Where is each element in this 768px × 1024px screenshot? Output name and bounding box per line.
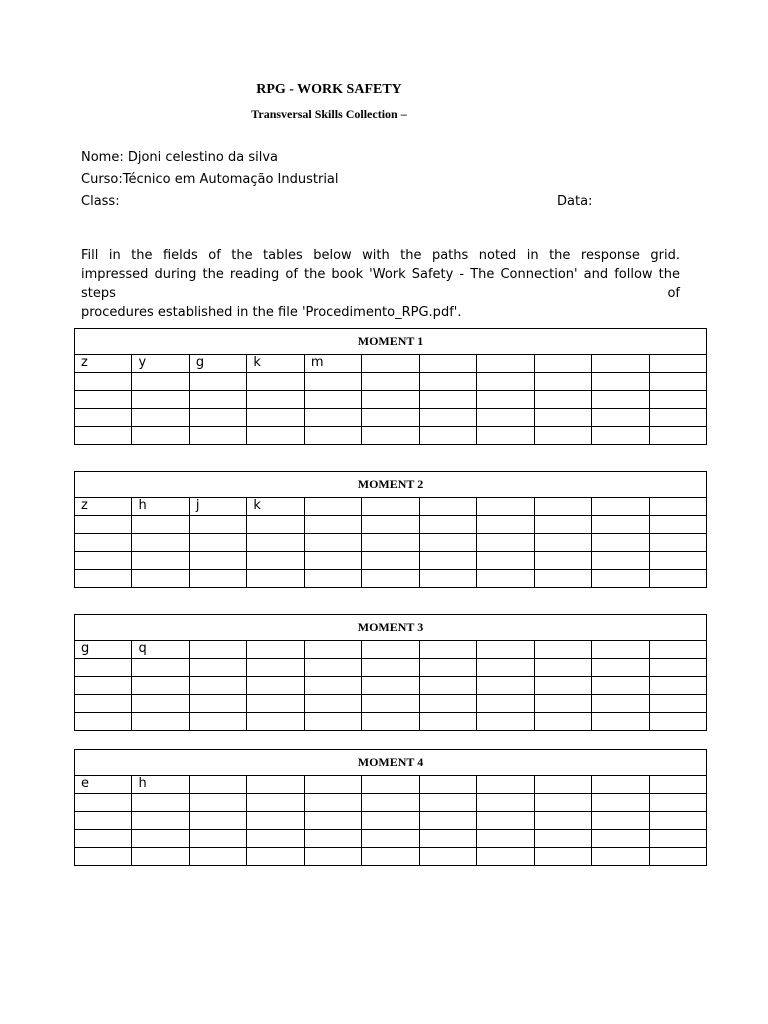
- grid-row: [75, 695, 707, 713]
- grid-cell: [75, 373, 132, 391]
- grid-cell: [477, 677, 534, 695]
- grid-cell: [534, 812, 591, 830]
- grid-cell: [477, 830, 534, 848]
- grid-cell: [534, 498, 591, 516]
- grid-cell: [592, 776, 649, 794]
- grid-cell: [362, 427, 419, 445]
- grid-cell: [534, 570, 591, 588]
- moment-title: MOMENT 4: [75, 750, 707, 776]
- grid-cell: [132, 677, 189, 695]
- instructions-line-1: Fill in the fields of the tables below with the paths noted in the response grid.: [81, 248, 680, 263]
- grid-cell: [75, 516, 132, 534]
- grid-cell: [189, 427, 246, 445]
- grid-cell: [75, 570, 132, 588]
- grid-row: [75, 534, 707, 552]
- grid-cell: [304, 552, 361, 570]
- grid-row: [75, 373, 707, 391]
- grid-cell: [304, 373, 361, 391]
- grid-cell: [189, 516, 246, 534]
- grid-cell: [419, 848, 476, 866]
- grid-cell: [419, 659, 476, 677]
- grid-entry: e: [75, 776, 132, 794]
- grid-cell: [247, 713, 304, 731]
- grid-cell: [649, 677, 706, 695]
- grid-cell: [649, 848, 706, 866]
- grid-entry: h: [132, 776, 189, 794]
- grid-cell: [419, 427, 476, 445]
- grid-cell: [247, 641, 304, 659]
- grid-cell: [304, 534, 361, 552]
- grid-row: [75, 427, 707, 445]
- grid-cell: [132, 391, 189, 409]
- grid-row: [75, 641, 707, 659]
- grid-cell: [304, 695, 361, 713]
- grid-entry: j: [189, 498, 246, 516]
- grid-cell: [419, 534, 476, 552]
- grid-cell: [592, 516, 649, 534]
- grid-cell: [419, 373, 476, 391]
- grid-cell: [75, 552, 132, 570]
- grid-cell: [534, 552, 591, 570]
- grid-row: [75, 713, 707, 731]
- grid-cell: [132, 794, 189, 812]
- grid-cell: [362, 570, 419, 588]
- grid-cell: [304, 677, 361, 695]
- grid-cell: [649, 355, 706, 373]
- grid-cell: [649, 713, 706, 731]
- grid-cell: [304, 659, 361, 677]
- grid-cell: [304, 776, 361, 794]
- grid-cell: [304, 830, 361, 848]
- grid-entry: y: [132, 355, 189, 373]
- grid-cell: [477, 498, 534, 516]
- grid-cell: [477, 516, 534, 534]
- grid-cell: [132, 570, 189, 588]
- grid-cell: [649, 552, 706, 570]
- grid-cell: [592, 830, 649, 848]
- grid-row: [75, 776, 707, 794]
- grid-cell: [189, 695, 246, 713]
- grid-cell: [419, 355, 476, 373]
- grid-row: [75, 355, 707, 373]
- grid-cell: [477, 659, 534, 677]
- grid-cell: [189, 830, 246, 848]
- grid-cell: [649, 570, 706, 588]
- grid-cell: [132, 695, 189, 713]
- moment-table-2: [74, 471, 707, 588]
- grid-cell: [75, 848, 132, 866]
- grid-cell: [247, 695, 304, 713]
- grid-cell: [592, 794, 649, 812]
- grid-cell: [362, 659, 419, 677]
- grid-cell: [304, 498, 361, 516]
- grid-cell: [477, 812, 534, 830]
- grid-cell: [592, 570, 649, 588]
- data-field: Data:: [557, 194, 593, 209]
- grid-cell: [75, 830, 132, 848]
- grid-cell: [419, 552, 476, 570]
- grid-cell: [534, 713, 591, 731]
- grid-entry: k: [247, 355, 304, 373]
- grid-cell: [247, 552, 304, 570]
- grid-cell: [75, 391, 132, 409]
- grid-cell: [362, 812, 419, 830]
- grid-cell: [534, 641, 591, 659]
- grid-cell: [362, 391, 419, 409]
- grid-cell: [592, 534, 649, 552]
- grid-cell: [419, 794, 476, 812]
- grid-cell: [247, 534, 304, 552]
- moment-title: MOMENT 2: [75, 472, 707, 498]
- grid-cell: [189, 812, 246, 830]
- grid-cell: [247, 659, 304, 677]
- grid-cell: [75, 677, 132, 695]
- grid-cell: [419, 713, 476, 731]
- grid-row: [75, 659, 707, 677]
- instructions-line-3: procedures established in the file 'Procedimento_RPG.pdf'.: [81, 305, 462, 320]
- grid-cell: [189, 677, 246, 695]
- grid-cell: [534, 695, 591, 713]
- grid-cell: [649, 659, 706, 677]
- grid-cell: [304, 794, 361, 812]
- grid-cell: [592, 848, 649, 866]
- grid-cell: [304, 812, 361, 830]
- document-title: RPG - WORK SAFETY: [256, 82, 402, 97]
- grid-cell: [132, 409, 189, 427]
- instructions-line-2: impressed during the reading of the book 'Work Safety - The Connection' and follow the steps of: [81, 267, 680, 301]
- grid-cell: [362, 498, 419, 516]
- grid-cell: [75, 812, 132, 830]
- grid-cell: [419, 677, 476, 695]
- grid-row: [75, 498, 707, 516]
- moment-title: MOMENT 1: [75, 329, 707, 355]
- grid-row: [75, 677, 707, 695]
- grid-cell: [189, 373, 246, 391]
- grid-cell: [362, 830, 419, 848]
- grid-cell: [419, 391, 476, 409]
- moment-table-4: [74, 749, 707, 866]
- grid-cell: [189, 776, 246, 794]
- grid-cell: [247, 776, 304, 794]
- grid-cell: [477, 391, 534, 409]
- grid-cell: [592, 498, 649, 516]
- grid-cell: [534, 427, 591, 445]
- grid-cell: [534, 373, 591, 391]
- grid-cell: [592, 695, 649, 713]
- grid-cell: [649, 498, 706, 516]
- grid-cell: [592, 677, 649, 695]
- grid-cell: [477, 409, 534, 427]
- grid-cell: [649, 409, 706, 427]
- grid-cell: [534, 391, 591, 409]
- grid-cell: [592, 373, 649, 391]
- grid-cell: [592, 409, 649, 427]
- grid-row: [75, 812, 707, 830]
- grid-cell: [477, 794, 534, 812]
- grid-cell: [649, 427, 706, 445]
- grid-cell: [592, 391, 649, 409]
- moment-table-1: [74, 328, 707, 445]
- grid-cell: [649, 534, 706, 552]
- grid-cell: [534, 794, 591, 812]
- document-subtitle: Transversal Skills Collection –: [251, 107, 407, 121]
- grid-cell: [419, 641, 476, 659]
- grid-entry: k: [247, 498, 304, 516]
- grid-cell: [649, 516, 706, 534]
- instructions: [81, 246, 680, 322]
- grid-cell: [477, 641, 534, 659]
- grid-cell: [419, 498, 476, 516]
- grid-cell: [362, 794, 419, 812]
- grid-row: [75, 552, 707, 570]
- grid-cell: [189, 794, 246, 812]
- grid-cell: [419, 516, 476, 534]
- grid-cell: [304, 570, 361, 588]
- grid-cell: [419, 409, 476, 427]
- grid-cell: [304, 427, 361, 445]
- grid-cell: [247, 409, 304, 427]
- grid-entry: z: [75, 498, 132, 516]
- grid-cell: [649, 830, 706, 848]
- grid-cell: [132, 812, 189, 830]
- grid-cell: [534, 677, 591, 695]
- grid-cell: [419, 776, 476, 794]
- grid-cell: [247, 570, 304, 588]
- grid-cell: [477, 695, 534, 713]
- grid-cell: [189, 641, 246, 659]
- grid-cell: [247, 794, 304, 812]
- grid-cell: [649, 812, 706, 830]
- grid-entry: m: [304, 355, 361, 373]
- grid-cell: [534, 830, 591, 848]
- class-field: Class:: [81, 194, 120, 209]
- grid-cell: [189, 391, 246, 409]
- grid-cell: [247, 373, 304, 391]
- grid-entry: h: [132, 498, 189, 516]
- grid-cell: [132, 659, 189, 677]
- grid-cell: [247, 812, 304, 830]
- grid-cell: [592, 641, 649, 659]
- grid-cell: [419, 695, 476, 713]
- grid-cell: [304, 713, 361, 731]
- grid-cell: [592, 812, 649, 830]
- curso-field: Curso:Técnico em Automação Industrial: [81, 172, 339, 187]
- grid-cell: [132, 373, 189, 391]
- grid-cell: [649, 391, 706, 409]
- grid-cell: [477, 570, 534, 588]
- grid-cell: [419, 570, 476, 588]
- grid-cell: [362, 776, 419, 794]
- grid-cell: [189, 713, 246, 731]
- grid-cell: [419, 812, 476, 830]
- grid-cell: [362, 355, 419, 373]
- grid-cell: [477, 713, 534, 731]
- grid-cell: [362, 713, 419, 731]
- grid-cell: [247, 830, 304, 848]
- grid-cell: [534, 776, 591, 794]
- grid-cell: [534, 659, 591, 677]
- grid-cell: [304, 391, 361, 409]
- grid-cell: [362, 552, 419, 570]
- grid-cell: [649, 695, 706, 713]
- grid-cell: [477, 427, 534, 445]
- grid-cell: [419, 830, 476, 848]
- grid-cell: [534, 516, 591, 534]
- grid-cell: [534, 848, 591, 866]
- grid-cell: [132, 516, 189, 534]
- grid-cell: [247, 677, 304, 695]
- grid-cell: [75, 534, 132, 552]
- grid-cell: [189, 552, 246, 570]
- grid-entry: q: [132, 641, 189, 659]
- grid-cell: [189, 409, 246, 427]
- grid-cell: [247, 848, 304, 866]
- grid-cell: [362, 373, 419, 391]
- grid-cell: [534, 534, 591, 552]
- grid-cell: [477, 848, 534, 866]
- grid-cell: [247, 427, 304, 445]
- grid-cell: [75, 659, 132, 677]
- grid-row: [75, 516, 707, 534]
- grid-cell: [132, 830, 189, 848]
- grid-cell: [362, 409, 419, 427]
- grid-row: [75, 570, 707, 588]
- grid-cell: [592, 713, 649, 731]
- grid-cell: [362, 848, 419, 866]
- grid-cell: [362, 641, 419, 659]
- grid-cell: [75, 713, 132, 731]
- grid-cell: [477, 373, 534, 391]
- grid-cell: [304, 848, 361, 866]
- grid-cell: [75, 409, 132, 427]
- grid-cell: [132, 713, 189, 731]
- grid-cell: [304, 516, 361, 534]
- grid-cell: [132, 552, 189, 570]
- grid-cell: [189, 534, 246, 552]
- nome-field: Nome: Djoni celestino da silva: [81, 150, 278, 165]
- grid-cell: [75, 695, 132, 713]
- grid-row: [75, 794, 707, 812]
- grid-row: [75, 391, 707, 409]
- grid-row: [75, 848, 707, 866]
- grid-cell: [189, 848, 246, 866]
- moment-table-3: [74, 614, 707, 731]
- grid-cell: [304, 641, 361, 659]
- grid-entry: g: [75, 641, 132, 659]
- grid-cell: [247, 516, 304, 534]
- grid-cell: [362, 677, 419, 695]
- moment-title: MOMENT 3: [75, 615, 707, 641]
- grid-cell: [592, 659, 649, 677]
- grid-cell: [75, 794, 132, 812]
- grid-cell: [189, 659, 246, 677]
- grid-cell: [189, 570, 246, 588]
- grid-cell: [362, 534, 419, 552]
- grid-cell: [304, 409, 361, 427]
- grid-cell: [592, 552, 649, 570]
- grid-cell: [649, 794, 706, 812]
- grid-entry: z: [75, 355, 132, 373]
- grid-entry: g: [189, 355, 246, 373]
- grid-cell: [477, 355, 534, 373]
- grid-cell: [649, 641, 706, 659]
- grid-cell: [75, 427, 132, 445]
- grid-cell: [649, 776, 706, 794]
- grid-row: [75, 409, 707, 427]
- grid-cell: [247, 391, 304, 409]
- grid-cell: [132, 534, 189, 552]
- grid-cell: [649, 373, 706, 391]
- grid-cell: [362, 695, 419, 713]
- grid-cell: [477, 552, 534, 570]
- grid-cell: [362, 516, 419, 534]
- grid-cell: [592, 427, 649, 445]
- grid-cell: [592, 355, 649, 373]
- grid-row: [75, 830, 707, 848]
- grid-cell: [477, 534, 534, 552]
- grid-cell: [132, 427, 189, 445]
- grid-cell: [132, 848, 189, 866]
- grid-cell: [534, 409, 591, 427]
- grid-cell: [477, 776, 534, 794]
- grid-cell: [534, 355, 591, 373]
